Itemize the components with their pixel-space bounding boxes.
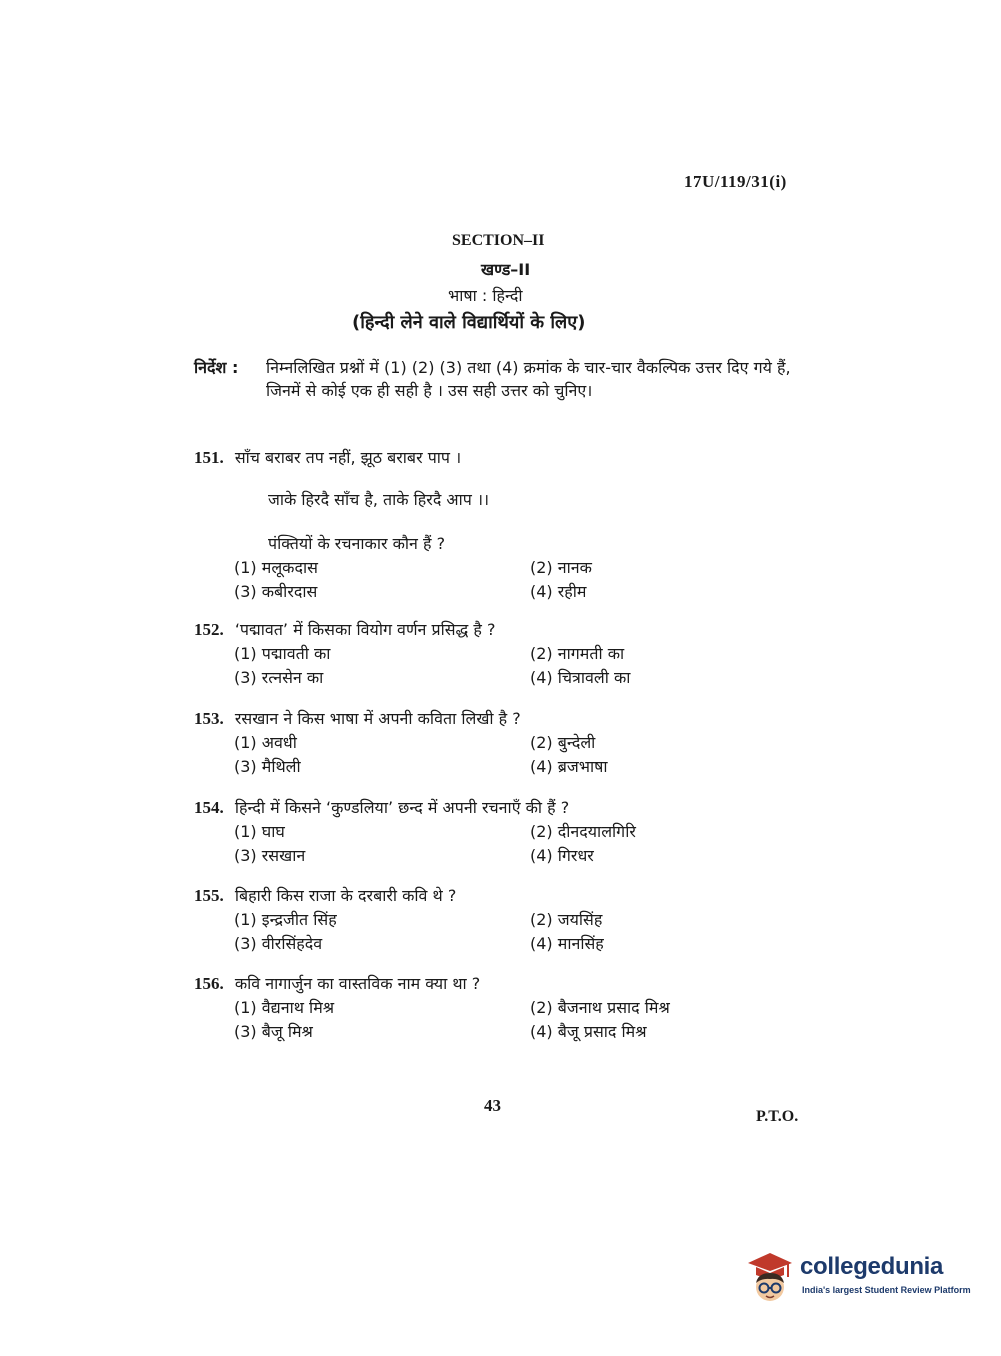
question-number: 154. — [194, 798, 224, 817]
option-3: (3) कबीरदास — [234, 582, 318, 601]
option-2: (2) जयसिंह — [530, 910, 603, 929]
question-text: हिन्दी में किसने ‘कुण्डलिया’ छन्द में अपनी रचनाएँ की हैं ? — [234, 798, 570, 817]
options — [194, 556, 794, 602]
question-number: 153. — [194, 709, 224, 728]
option-1: (1) अवधी — [234, 733, 297, 752]
question-line: जाके हिरदै साँच है, ताके हिरदै आप ।। — [268, 490, 490, 509]
option-4: (4) गिरधर — [530, 846, 594, 865]
option-1: (1) मलूकदास — [234, 558, 318, 577]
option-3: (3) रत्नसेन का — [234, 668, 324, 687]
question-line: पंक्तियों के रचनाकार कौन हैं ? — [268, 534, 446, 553]
question-text: ‘पद्मावत’ में किसका वियोग वर्णन प्रसिद्ध है ? — [234, 620, 496, 639]
option-4: (4) मानसिंह — [530, 934, 604, 953]
brand-name: collegedunia — [800, 1253, 944, 1280]
option-2: (2) नागमती का — [530, 644, 625, 663]
options — [194, 908, 794, 954]
option-2: (2) बैजनाथ प्रसाद मिश्र — [530, 998, 670, 1017]
option-4: (4) बैजू प्रसाद मिश्र — [530, 1022, 647, 1041]
option-1: (1) वैद्यनाथ मिश्र — [234, 998, 335, 1017]
question-152 — [194, 618, 794, 688]
page-number: 43 — [484, 1096, 501, 1115]
section-khand: खण्ड–II — [481, 260, 531, 279]
option-1: (1) घाघ — [234, 822, 285, 841]
language-label: भाषा : हिन्दी — [448, 286, 523, 305]
directions-text: निम्नलिखित प्रश्नों में (1) (2) (3) तथा (4) क्रमांक के चार-चार वैकल्पिक उत्तर दिए गये हैं, जिनमें से कोई एक ही सही है । उस सही उत्तर को चुनिए। — [266, 358, 791, 400]
section-audience: (हिन्दी लेने वाले विद्यार्थियों के लिए) — [352, 312, 586, 333]
question-number: 151. — [194, 448, 224, 467]
options — [194, 820, 794, 866]
directions-label: निर्देश : — [194, 358, 239, 377]
section-title: SECTION–II — [452, 232, 545, 249]
question-151 — [194, 446, 794, 602]
option-2: (2) नानक — [530, 558, 592, 577]
option-4: (4) ब्रजभाषा — [530, 757, 608, 776]
options — [194, 731, 794, 777]
option-2: (2) दीनदयालगिरि — [530, 822, 636, 841]
option-1: (1) इन्द्रजीत सिंह — [234, 910, 337, 929]
question-text: साँच बराबर तप नहीं, झूठ बराबर पाप । — [234, 448, 462, 467]
question-153 — [194, 707, 794, 777]
question-number: 156. — [194, 974, 224, 993]
option-4: (4) रहीम — [530, 582, 587, 601]
collegedunia-watermark — [742, 1245, 972, 1315]
question-156 — [194, 972, 794, 1042]
brand-tagline: India's largest Student Review Platform — [802, 1285, 971, 1295]
question-text: कवि नागार्जुन का वास्तविक नाम क्या था ? — [234, 974, 481, 993]
student-mascot-icon — [742, 1249, 796, 1305]
options — [194, 642, 794, 688]
option-3: (3) मैथिली — [234, 757, 301, 776]
option-3: (3) रसखान — [234, 846, 306, 865]
option-4: (4) चित्रावली का — [530, 668, 631, 687]
paper-code: 17U/119/31(i) — [684, 172, 787, 191]
question-number: 152. — [194, 620, 224, 639]
pto-label: P.T.O. — [756, 1108, 799, 1125]
question-text: रसखान ने किस भाषा में अपनी कविता लिखी है ? — [234, 709, 521, 728]
option-3: (3) वीरसिंहदेव — [234, 934, 323, 953]
directions — [194, 356, 824, 402]
question-154 — [194, 796, 794, 866]
option-3: (3) बैजू मिश्र — [234, 1022, 313, 1041]
question-155 — [194, 884, 794, 954]
question-text: बिहारी किस राजा के दरबारी कवि थे ? — [234, 886, 457, 905]
question-number: 155. — [194, 886, 224, 905]
option-1: (1) पद्मावती का — [234, 644, 331, 663]
option-2: (2) बुन्देली — [530, 733, 596, 752]
options — [194, 996, 794, 1042]
